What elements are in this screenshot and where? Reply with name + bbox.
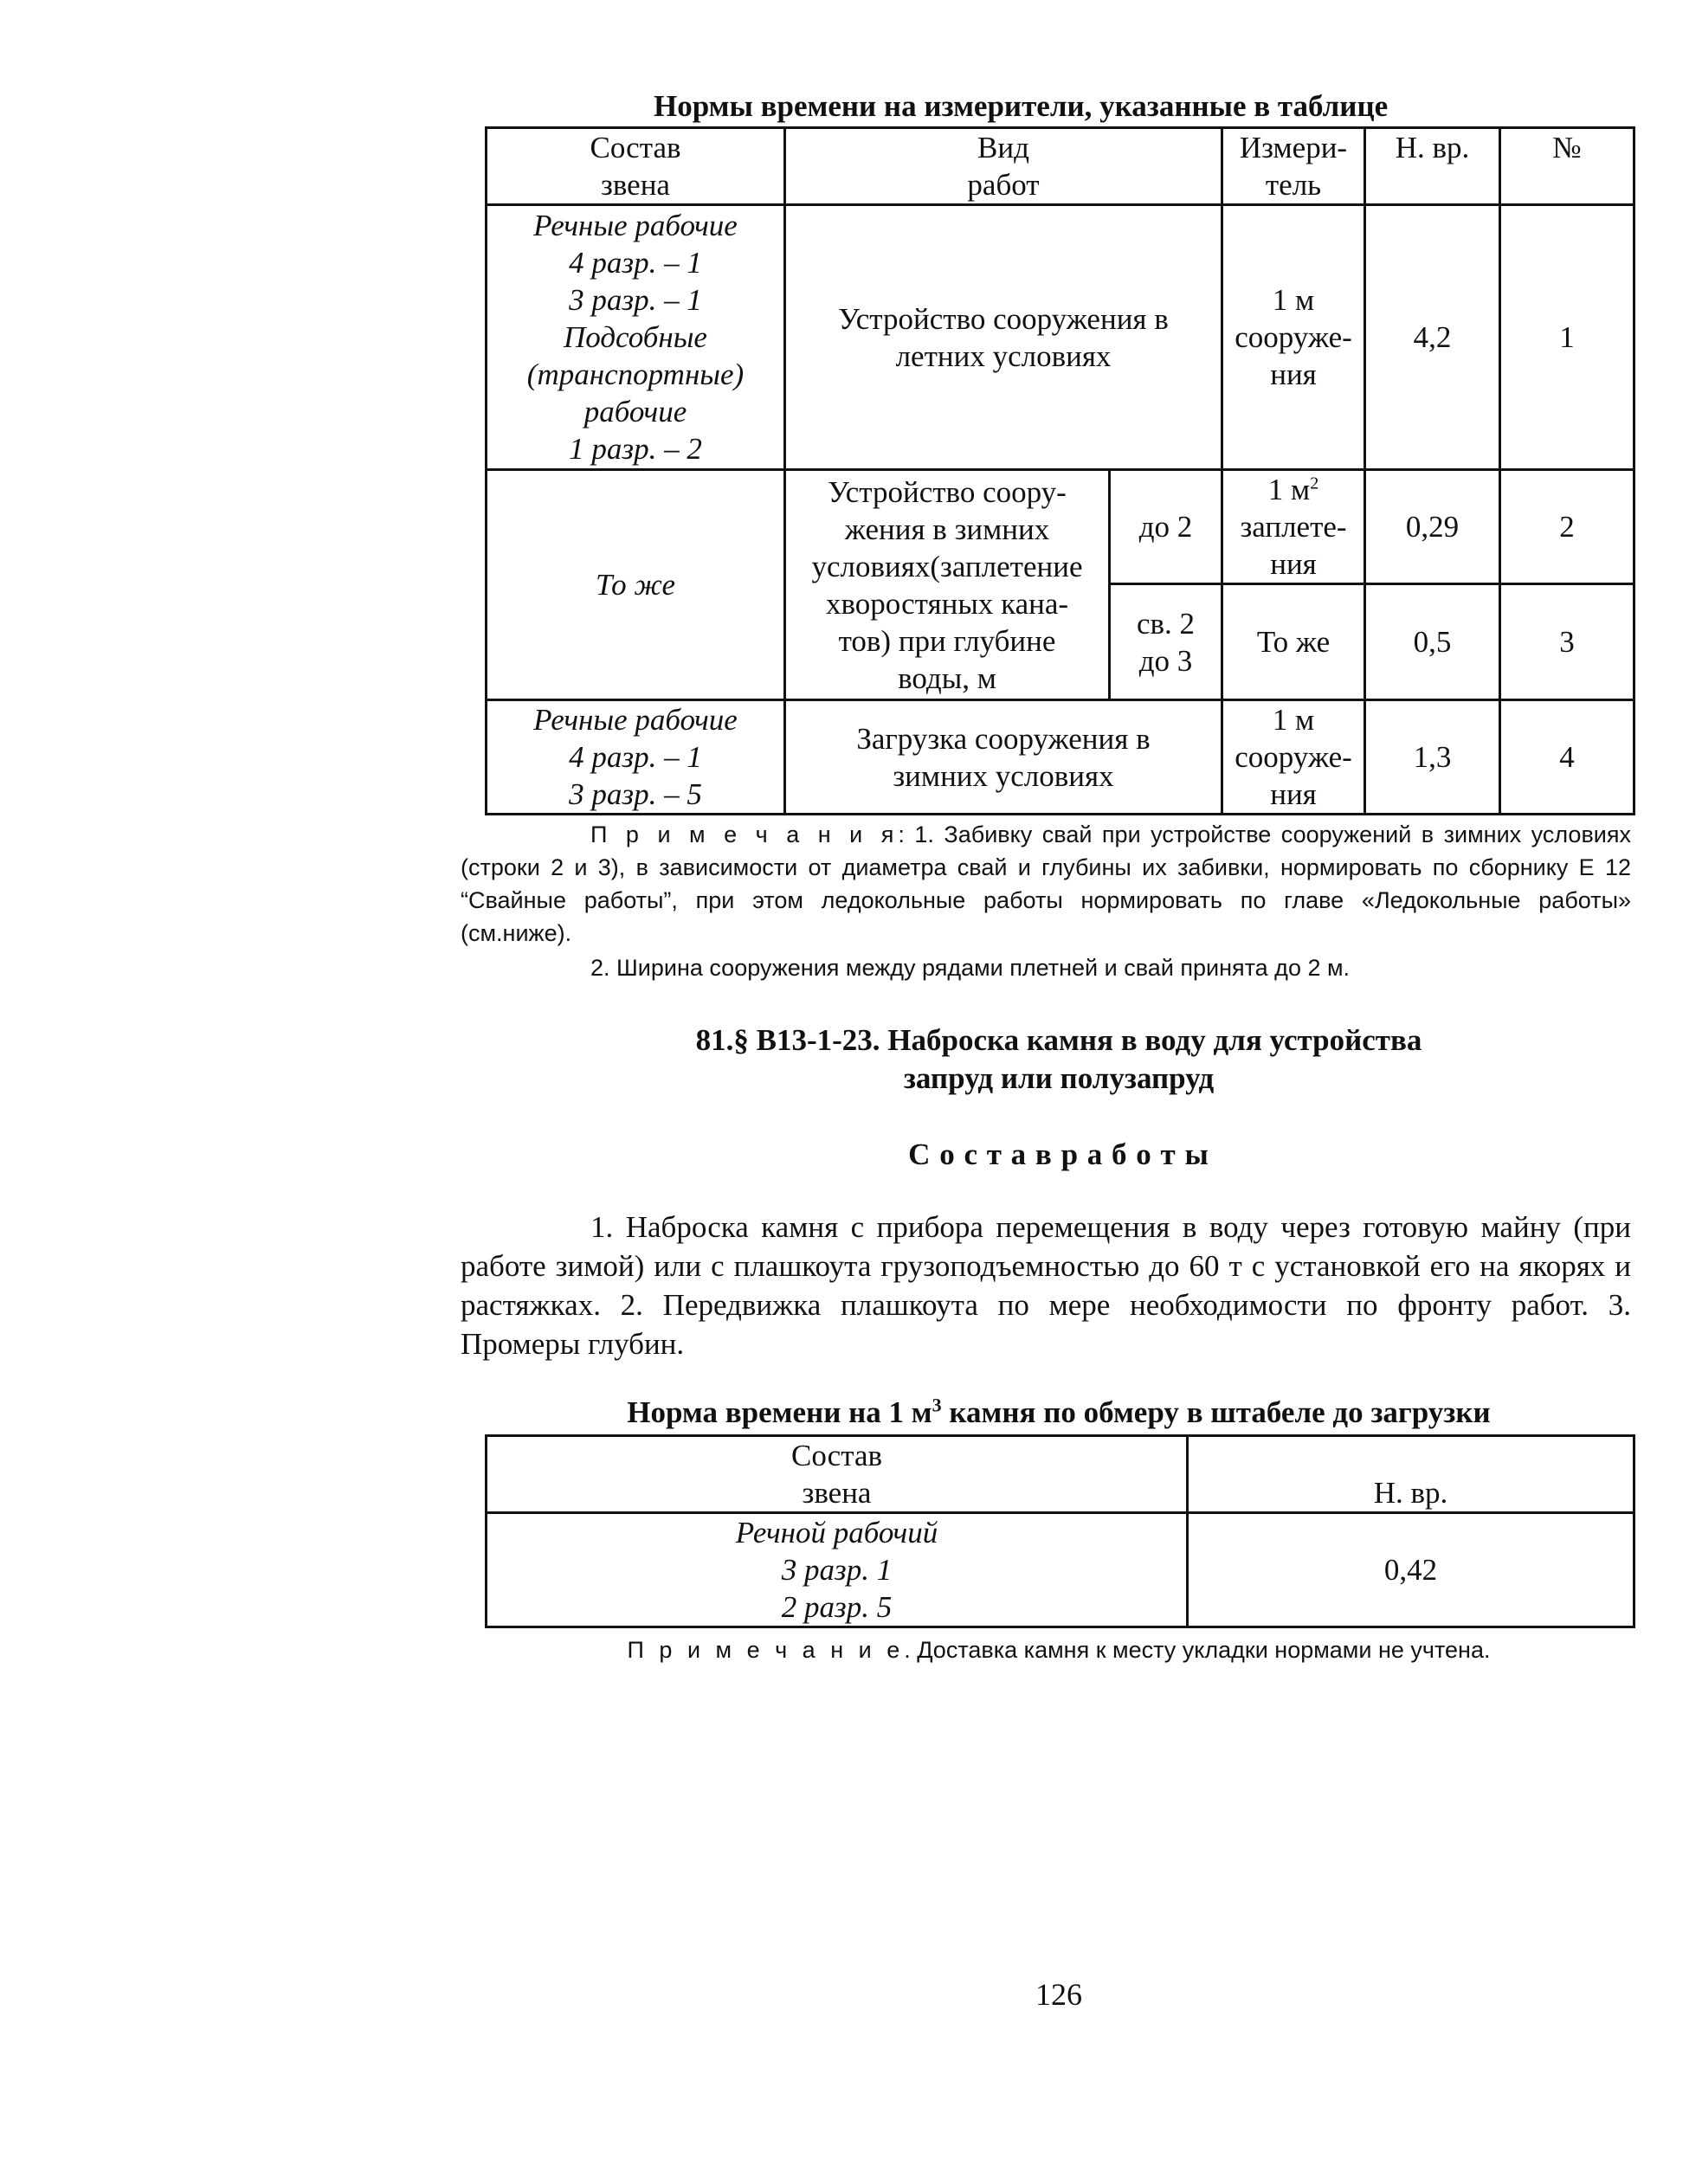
table2-caption-sup: 3 bbox=[932, 1394, 942, 1416]
table2-caption-b: камня по обмеру в штабеле до загрузки bbox=[941, 1395, 1491, 1429]
row4-num: 4 bbox=[1500, 700, 1634, 815]
row1-norm: 4,2 bbox=[1365, 205, 1500, 470]
t2-row-norm: 0,42 bbox=[1188, 1513, 1634, 1627]
table2-caption-a: Норма времени на 1 м bbox=[627, 1395, 932, 1429]
norms-table bbox=[485, 126, 1635, 815]
row23-crew: То же bbox=[487, 470, 785, 700]
row2-unit bbox=[1222, 470, 1365, 584]
row2-depth: до 2 bbox=[1110, 470, 1222, 584]
row1-num: 1 bbox=[1500, 205, 1634, 470]
table1-header-row bbox=[487, 128, 1634, 205]
section-subtitle: С о с т а в р а б о т ы bbox=[908, 1137, 1209, 1171]
row1-unit: 1 м сооруже- ния bbox=[1222, 205, 1365, 470]
table2-note-label: П р и м е ч а н и е bbox=[627, 1637, 905, 1663]
table-row bbox=[487, 700, 1634, 815]
row4-unit: 1 м сооруже- ния bbox=[1222, 700, 1365, 815]
note-2: 2. Ширина сооружения между рядами плетней и свай принята до 2 м. bbox=[590, 955, 1351, 981]
header-num: № bbox=[1500, 128, 1634, 205]
header-crew: Состав звена bbox=[487, 128, 785, 205]
page-number: 126 bbox=[1035, 1977, 1082, 2012]
table-row bbox=[487, 205, 1634, 470]
row2-num: 2 bbox=[1500, 470, 1634, 584]
t2-header-crew: Состав звена bbox=[487, 1436, 1188, 1513]
header-unit: Измери- тель bbox=[1222, 128, 1365, 205]
table2-header-row bbox=[487, 1436, 1634, 1513]
table-row bbox=[487, 470, 1634, 584]
t2-row-crew: Речной рабочий 3 разр. 1 2 разр. 5 bbox=[487, 1513, 1188, 1627]
table2-note bbox=[485, 1633, 1633, 1666]
row2-norm: 0,29 bbox=[1365, 470, 1500, 584]
row4-crew: Речные рабочие 4 разр. – 1 3 разр. – 5 bbox=[487, 700, 785, 815]
row1-work: Устройство сооружения в летних условиях bbox=[785, 205, 1222, 470]
table1-notes bbox=[461, 818, 1631, 950]
header-norm: Н. вр. bbox=[1365, 128, 1500, 205]
row3-unit: То же bbox=[1222, 584, 1365, 700]
row2-unit-rest: заплете- ния bbox=[1240, 510, 1347, 581]
row2-unit-base: 1 м bbox=[1267, 473, 1311, 506]
row23-work: Устройство соору- жения в зимних условиях(заплетение хворостяных кана- тов) при глубине воды, м bbox=[785, 470, 1110, 700]
work-description: 1. Наброска камня с прибора перемещения в воду через готовую майну (при работе зимой) или с плашкоута грузоподъемностью до 60 т с установкой его на якорях и растяжках. 2. Передвижка плашкоута по мере необходимости по фронту работ. 3. Промеры глубин. bbox=[461, 1210, 1631, 1361]
stone-norm-table bbox=[485, 1434, 1635, 1628]
table-row bbox=[487, 1513, 1634, 1627]
row3-num: 3 bbox=[1500, 584, 1634, 700]
notes-label: П р и м е ч а н и я bbox=[590, 821, 899, 847]
row3-depth: св. 2 до 3 bbox=[1110, 584, 1222, 700]
row4-norm: 1,3 bbox=[1365, 700, 1500, 815]
row3-norm: 0,5 bbox=[1365, 584, 1500, 700]
header-work: Вид работ bbox=[785, 128, 1222, 205]
section-title: 81.§ В13-1-23. Наброска камня в воду для устройства запруд или полузапруд bbox=[695, 1023, 1422, 1095]
row1-crew: Речные рабочие 4 разр. – 1 3 разр. – 1 Подсобные (транспортные) рабочие 1 разр. – 2 bbox=[487, 205, 785, 470]
table2-note-text: . Доставка камня к месту укладки нормами не учтена. bbox=[904, 1637, 1491, 1663]
row2-unit-sup: 2 bbox=[1310, 474, 1319, 493]
table1-caption: Нормы времени на измерители, указанные в таблице bbox=[654, 89, 1389, 123]
note-1: : 1. Забивку свай при устройстве сооружений в зимних условиях (строки 2 и 3), в зависимости от диаметра свай и глубины их забивки, нормировать по сборнику Е 12 “Свайные работы”, при этом ледокольные работы нормировать по главе «Ледокольные работы» (см.ниже). bbox=[461, 821, 1631, 946]
row4-work: Загрузка сооружения в зимних условиях bbox=[785, 700, 1222, 815]
table2-caption bbox=[485, 1395, 1633, 1430]
t2-header-norm: Н. вр. bbox=[1188, 1436, 1634, 1513]
